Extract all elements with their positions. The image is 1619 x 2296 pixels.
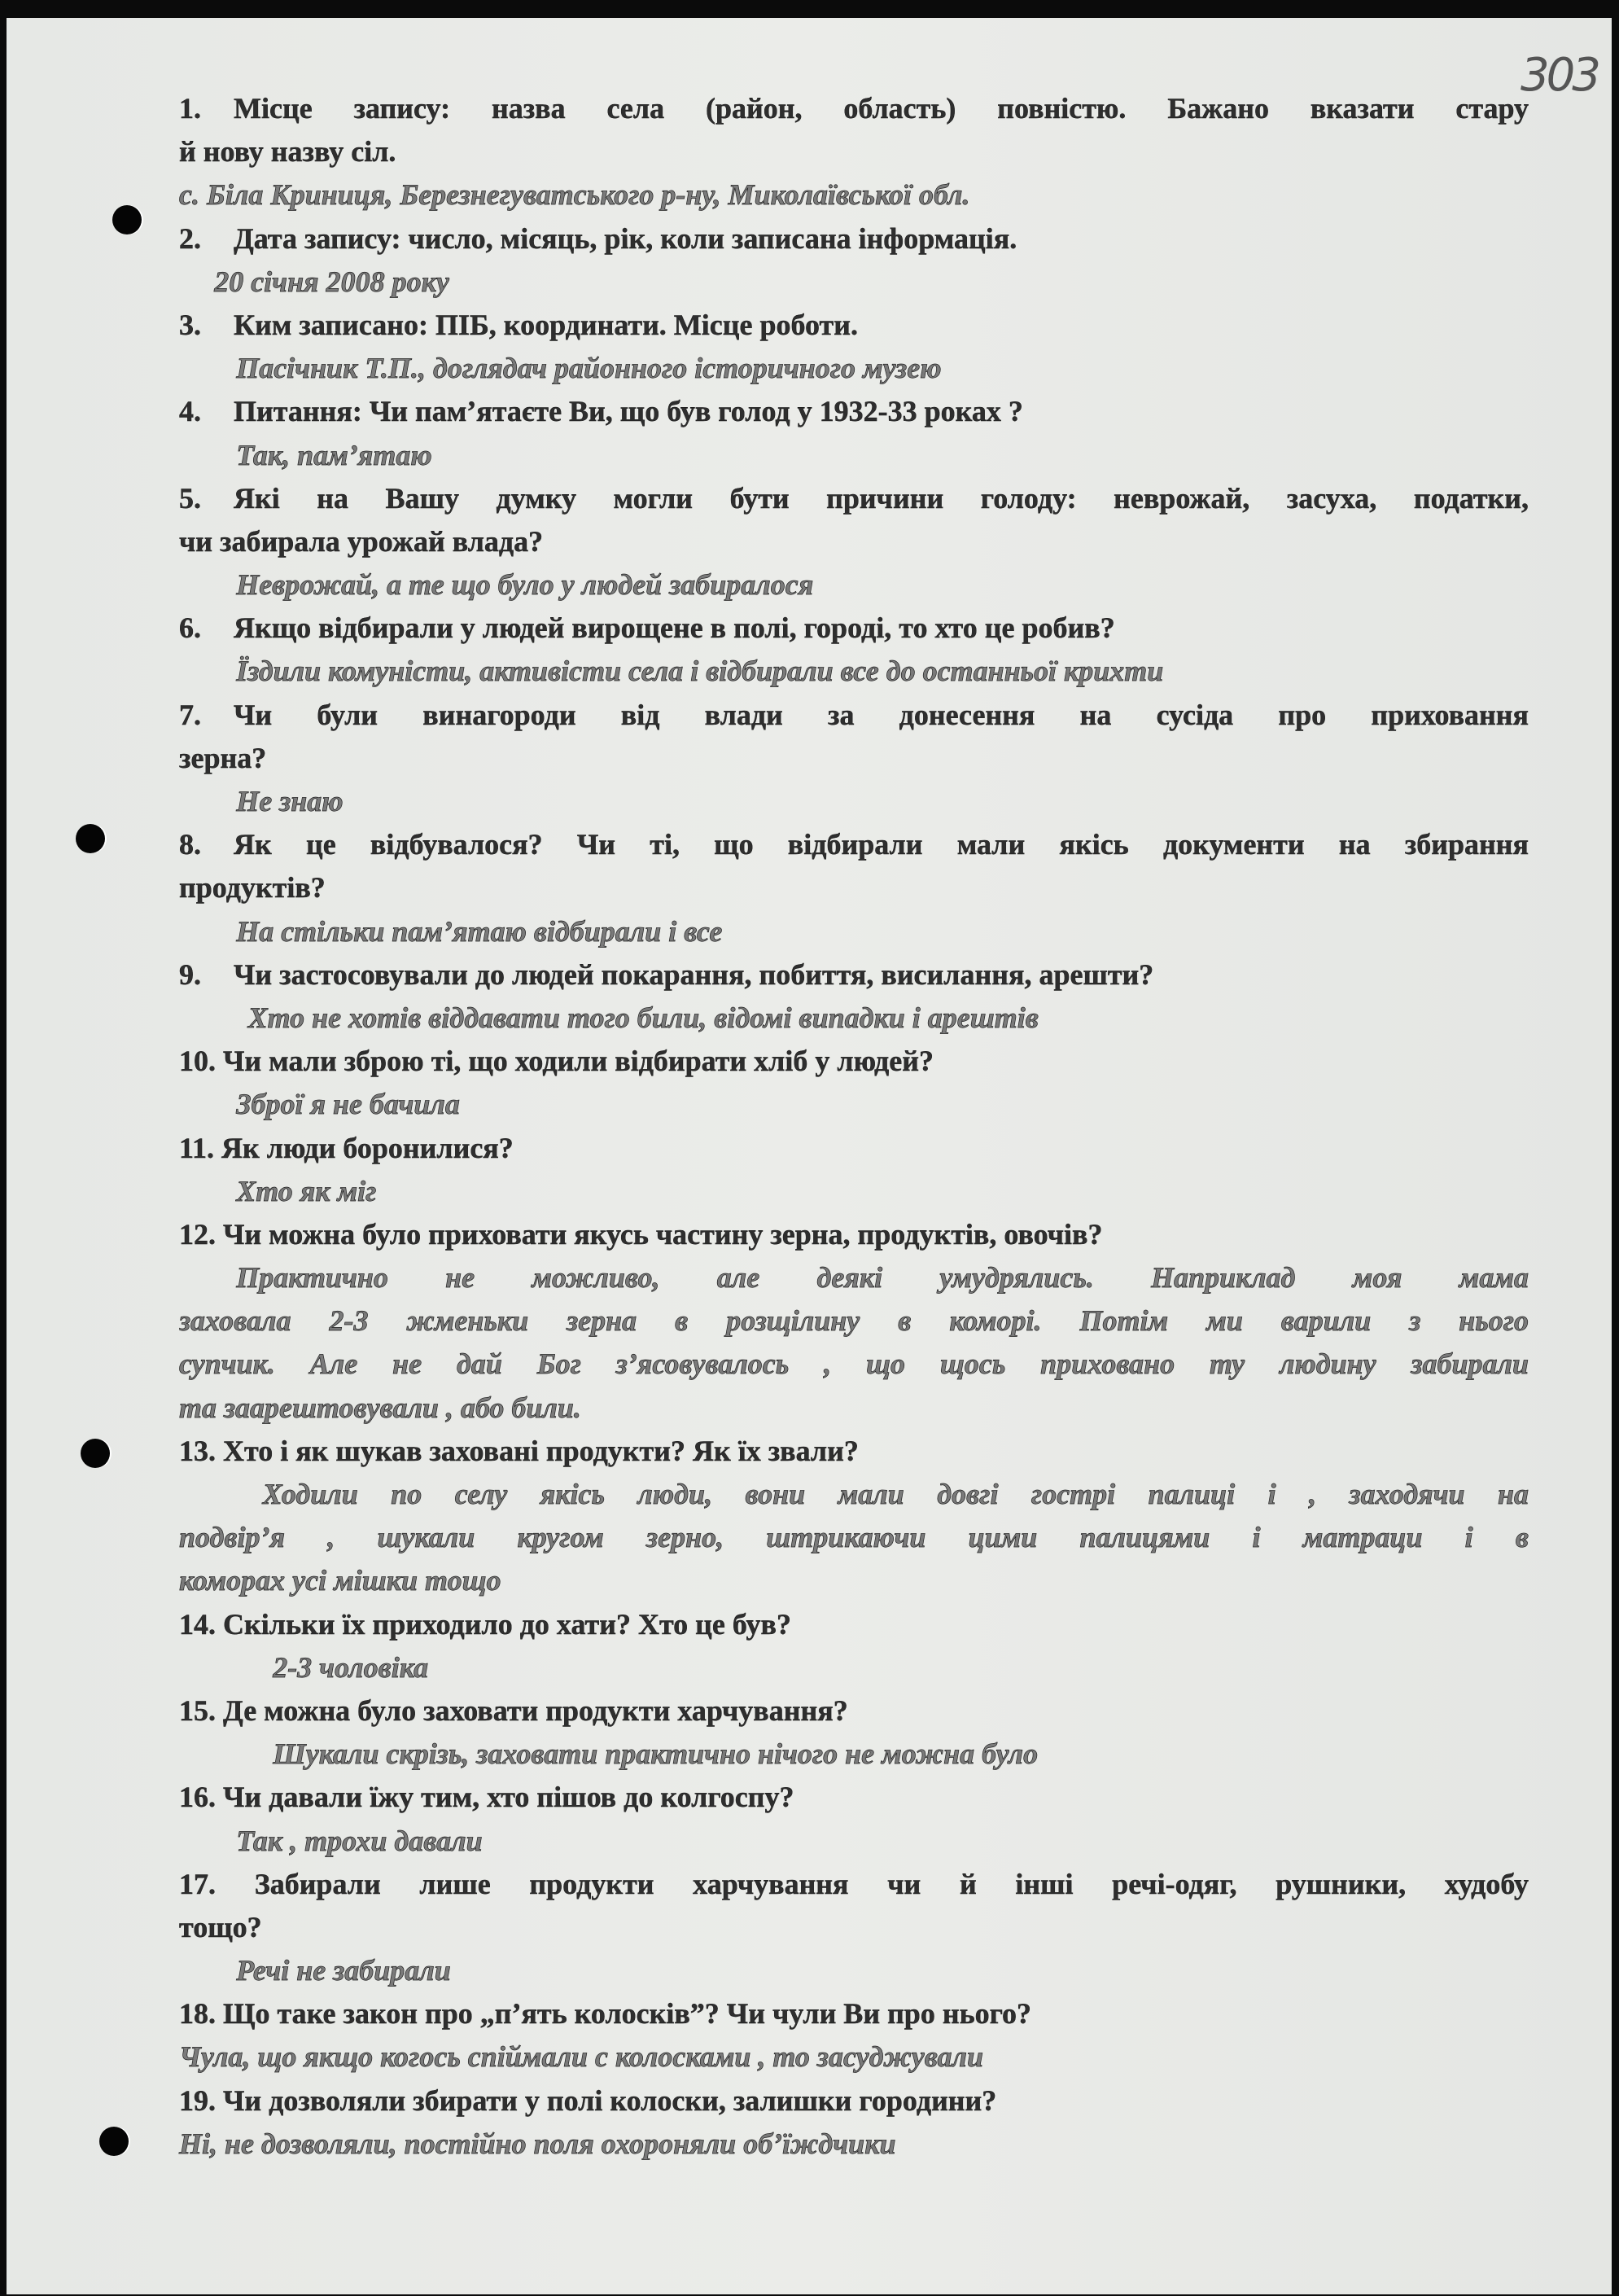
- question-item: [179, 1689, 1529, 1776]
- question-line: [179, 737, 1529, 780]
- question-line: [179, 866, 1529, 909]
- answer-line: Хто не хотів віддавати того били, відомі випадки і арештів: [247, 1001, 1039, 1034]
- answer-line: 20 січня 2008 року: [214, 265, 449, 298]
- question-number: 13.: [179, 1434, 216, 1467]
- question-number: 6.: [179, 611, 201, 645]
- question-number: 7.: [179, 698, 201, 731]
- question-item: [179, 607, 1529, 693]
- question-number: 9.: [179, 957, 201, 991]
- answer-line: 2-3 чоловіка: [273, 1650, 429, 1684]
- question-number: 11.: [179, 1131, 215, 1164]
- question-item: [179, 304, 1529, 390]
- question-text: Дата запису: число, місяць, рік, коли записана інформація.: [234, 221, 1017, 255]
- question-line: [179, 1430, 1529, 1473]
- punch-hole: [112, 205, 142, 234]
- question-text: Чи давали їжу тим, хто пішов до колгоспу?: [223, 1781, 794, 1814]
- question-line: [179, 130, 1529, 173]
- question-item: [179, 1430, 1529, 1603]
- question-text: Як це відбувалося? Чи ті, що відбирали мали якісь документи на збирання: [234, 828, 1529, 861]
- question-item: [179, 477, 1529, 607]
- question-line: [179, 1213, 1529, 1256]
- question-text: Хто і як шукав заховані продукти? Як їх звали?: [223, 1434, 859, 1467]
- answer-line: супчик. Але не дай Бог з’ясовувалось , що щось приховано ту людину забирали: [179, 1347, 1529, 1381]
- punch-hole: [99, 2127, 129, 2156]
- answer-line: Шукали скрізь, заховати практично нічого не можна було: [273, 1737, 1039, 1771]
- question-line: [179, 953, 1529, 997]
- answer-line: Ні, не дозволяли, постійно поля охороняли об’їждчики: [179, 2127, 896, 2160]
- page-number: 303: [1521, 49, 1598, 102]
- question-line: [179, 2079, 1529, 2123]
- question-item: [179, 1776, 1529, 1862]
- question-text: Чи дозволяли збирати у полі колоски, залишки городини?: [223, 2083, 997, 2117]
- question-text: Де можна було заховати продукти харчування?: [223, 1694, 848, 1727]
- question-text: Чи застосовували до людей покарання, побиття, висилання, арешти?: [234, 957, 1154, 991]
- question-line: [179, 520, 1529, 563]
- answer-line: Практично не можливо, але деякі умудрялись. Наприклад моя мама: [236, 1261, 1529, 1295]
- answer-line: Так, пам’ятаю: [236, 438, 432, 471]
- question-line: [179, 694, 1529, 737]
- answer-line: коморах усі мішки тощо: [179, 1564, 501, 1597]
- question-text: Що таке закон про „п’ять колосків”? Чи чули Ви про нього?: [223, 1997, 1032, 2031]
- question-number: 2.: [179, 221, 201, 255]
- question-number: 5.: [179, 481, 201, 515]
- question-line: [179, 823, 1529, 866]
- question-item: [179, 1992, 1529, 2079]
- answer-line: подвір’я , шукали кругом зерно, штрикаючи цими палицями і матраци і в: [179, 1521, 1529, 1554]
- question-number: 3.: [179, 308, 201, 341]
- answer-line: Так , трохи давали: [236, 1824, 483, 1857]
- answer-line: Речі не забирали: [236, 1954, 451, 1987]
- question-number: 18.: [179, 1997, 216, 2031]
- question-item: [179, 217, 1529, 304]
- question-text: Ким записано: ПІБ, координати. Місце роботи.: [234, 308, 858, 341]
- answer-line: Їздили комуністи, активісти села і відбирали все до останньої крихти: [236, 655, 1164, 688]
- question-text: Місце запису: назва села (район, область) повністю. Бажано вказати стару: [234, 92, 1529, 125]
- question-line: [179, 1689, 1529, 1733]
- question-line: [179, 477, 1529, 520]
- punch-hole: [81, 1439, 110, 1468]
- answer-line: Не знаю: [236, 785, 343, 817]
- question-line: [179, 1992, 1529, 2035]
- question-item: [179, 694, 1529, 824]
- question-line: [179, 87, 1529, 130]
- question-item: [179, 1127, 1529, 1213]
- answer-line: Ходили по селу якісь люди, вони мали довгі гострі палиці і , заходячи на: [262, 1478, 1529, 1510]
- question-item: [179, 2079, 1529, 2166]
- question-item: [179, 1040, 1529, 1126]
- question-text: Чи були винагороди від влади за донесення на сусіда про приховання: [234, 698, 1529, 731]
- question-text: тощо?: [179, 1910, 262, 1943]
- question-item: [179, 1213, 1529, 1430]
- question-item: [179, 1603, 1529, 1689]
- answer-line: Хто як міг: [236, 1174, 377, 1207]
- question-line: [179, 1863, 1529, 1906]
- question-text: Питання: Чи пам’ятаєте Ви, що був голод у 1932-33 роках ?: [234, 395, 1023, 428]
- question-text: Які на Вашу думку могли бути причини голоду: неврожай, засуха, податки,: [234, 481, 1529, 515]
- question-line: [179, 304, 1529, 347]
- punch-hole: [76, 824, 105, 853]
- question-text: Чи можна було приховати якусь частину зерна, продуктів, овочів?: [223, 1217, 1103, 1251]
- question-text: Забирали лише продукти харчування чи й інші речі-одяг, рушники, худобу: [254, 1867, 1529, 1900]
- question-line: [179, 1776, 1529, 1819]
- question-number: 16.: [179, 1781, 216, 1814]
- question-item: [179, 823, 1529, 953]
- question-text: продуктів?: [179, 871, 326, 905]
- questionnaire: [179, 87, 1529, 2166]
- question-number: 14.: [179, 1607, 216, 1641]
- question-number: 1.: [179, 92, 201, 125]
- question-line: [179, 1906, 1529, 1949]
- question-text: Скільки їх приходило до хати? Хто це був?: [223, 1607, 791, 1641]
- answer-line: та заарештовували , або били.: [179, 1391, 581, 1424]
- question-text: чи забирала урожай влада?: [179, 524, 544, 558]
- question-text: Якщо відбирали у людей вирощене в полі, городі, то хто це робив?: [234, 611, 1115, 645]
- answer-line: Зброї я не бачила: [236, 1088, 460, 1121]
- question-item: [179, 953, 1529, 1040]
- question-line: [179, 1603, 1529, 1646]
- answer-line: На стільки пам’ятаю відбирали і все: [236, 914, 723, 948]
- question-text: Чи мали зброю ті, що ходили відбирати хліб у людей?: [223, 1045, 934, 1078]
- question-number: 19.: [179, 2083, 216, 2117]
- answer-line: Чула, що якщо когось спіймали с колосками , то засуджували: [179, 2040, 984, 2074]
- question-number: 8.: [179, 828, 201, 861]
- question-item: [179, 390, 1529, 476]
- answer-line: заховала 2-3 жменьки зерна в розщілину в коморі. Потім ми варили з нього: [179, 1304, 1529, 1338]
- question-line: [179, 390, 1529, 433]
- question-number: 17.: [179, 1867, 216, 1900]
- question-text: Як люди боронилися?: [221, 1131, 514, 1164]
- question-text: й нову назву сіл.: [179, 135, 396, 169]
- document-page: [7, 18, 1612, 2294]
- question-text: зерна?: [179, 741, 267, 774]
- question-line: [179, 1127, 1529, 1170]
- question-number: 4.: [179, 395, 201, 428]
- question-item: [179, 87, 1529, 217]
- question-line: [179, 1040, 1529, 1083]
- question-number: 10.: [179, 1045, 216, 1078]
- answer-line: Пасічник Т.П., доглядач районного історичного музею: [236, 352, 942, 385]
- question-line: [179, 607, 1529, 650]
- question-number: 12.: [179, 1217, 216, 1251]
- question-item: [179, 1863, 1529, 1993]
- question-number: 15.: [179, 1694, 216, 1727]
- answer-line: с. Біла Криниця, Березнегуватського р-ну, Миколаївської обл.: [179, 178, 970, 212]
- answer-line: Неврожай, а те що було у людей забиралося: [236, 568, 814, 602]
- question-line: [179, 217, 1529, 261]
